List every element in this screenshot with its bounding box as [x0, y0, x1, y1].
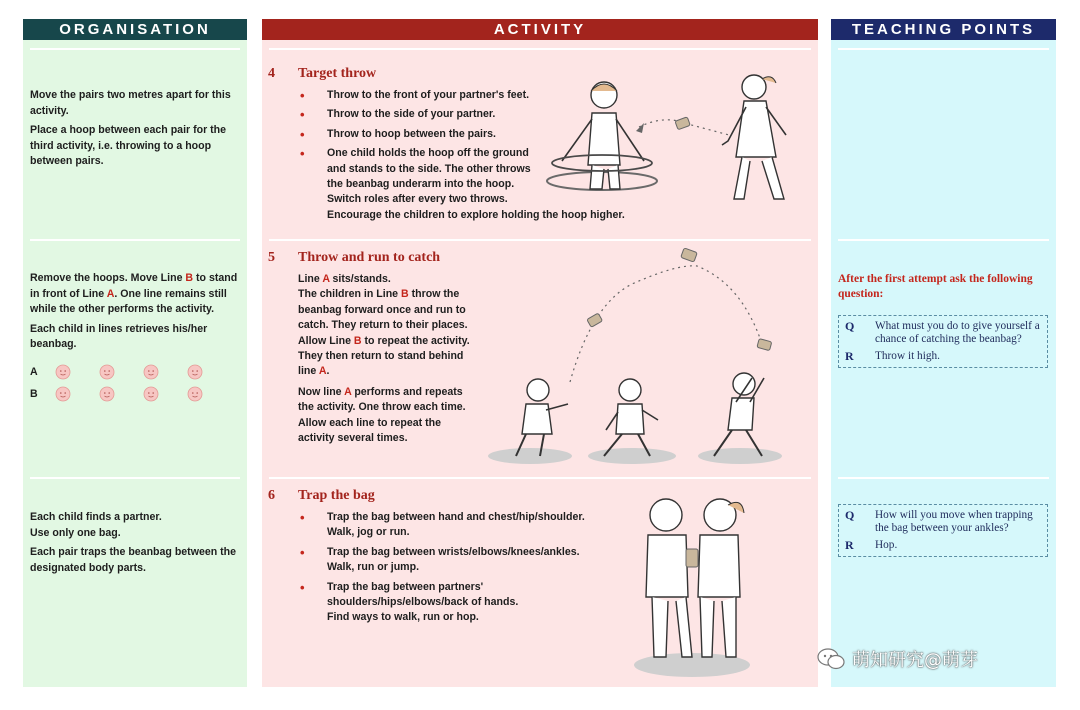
bullet-item: • Throw to the front of your partner's feet.	[298, 88, 638, 103]
activity-title: Throw and run to catch	[298, 250, 441, 265]
child-face-icon	[143, 386, 159, 402]
trap-the-bag-illustration	[630, 487, 758, 685]
activity-number: 4	[268, 66, 275, 81]
question-marker: Q	[845, 508, 855, 522]
divider	[838, 48, 1049, 50]
organisation-section-2	[30, 271, 242, 357]
divider	[269, 239, 811, 241]
question-text: What must you do to give yourself a chance of catching the beanbag?	[875, 320, 1040, 345]
response-text: Throw it high.	[875, 350, 940, 362]
organisation-section-1	[30, 88, 242, 174]
divider	[30, 239, 240, 241]
bullet-item: • Throw to hoop between the pairs.	[298, 127, 638, 142]
line-b-label: B	[30, 388, 38, 400]
activity-header: ACTIVITY	[262, 19, 818, 40]
organisation-text: Place a hoop between each pair for the third activity, i.e. throwing to a hoop between pairs.	[30, 124, 227, 167]
activity-number: 5	[268, 250, 275, 265]
organisation-text: Remove the hoops. Move Line B to stand in front of Line A. One line remains still while the other performs the activity.	[30, 272, 238, 315]
watermark	[816, 646, 978, 672]
activity-text: Now line A performs and repeats the activity. One throw each time. Allow each line to repeat the activity several times.	[298, 385, 466, 445]
response-row	[845, 350, 1041, 363]
bullet-item: • Trap the bag between hand and chest/hip/shoulder. Walk, jog or run.	[298, 510, 628, 541]
organisation-header: ORGANISATION	[23, 19, 247, 40]
activity-description	[298, 272, 478, 451]
bullet-item: • Trap the bag between wrists/elbows/knees/ankles. Walk, run or jump.	[298, 545, 628, 576]
organisation-section-3	[30, 510, 242, 580]
teaching-points-header: TEACHING POINTS	[831, 19, 1056, 40]
line-a-row	[30, 364, 231, 380]
teaching-points-column	[831, 19, 1056, 687]
child-face-icon	[187, 386, 203, 402]
bullet-item: • Trap the bag between partners' shoulders/hips/elbows/back of hands. Find ways to walk, run or hop.	[298, 580, 628, 626]
response-row	[845, 539, 1041, 552]
activity-column	[262, 19, 818, 687]
throw-and-run-illustration	[482, 244, 802, 472]
response-text: Hop.	[875, 539, 898, 551]
question-response-box	[838, 315, 1048, 368]
divider	[30, 48, 240, 50]
line-a-label: A	[30, 366, 38, 378]
organisation-text: Use only one bag.	[30, 526, 121, 539]
divider	[269, 48, 811, 50]
teaching-question-intro: After the first attempt ask the following question:	[838, 273, 1033, 300]
child-face-icon	[99, 386, 115, 402]
response-marker: R	[845, 538, 854, 552]
question-response-box	[838, 504, 1048, 557]
line-b-row	[30, 386, 231, 402]
organisation-text: Move the pairs two metres apart for this activity.	[30, 89, 231, 117]
divider	[30, 477, 240, 479]
organisation-text: Each child finds a partner.	[30, 511, 162, 523]
question-marker: Q	[845, 319, 855, 333]
chat-bubble-icon	[816, 647, 846, 671]
bullet-item: • Throw to the side of your partner.	[298, 107, 638, 122]
divider	[269, 477, 811, 479]
question-text: How will you move when trapping the bag between your ankles?	[875, 509, 1033, 534]
target-throw-illustration	[544, 65, 809, 207]
question-row	[845, 509, 1041, 535]
child-face-icon	[55, 364, 71, 380]
response-marker: R	[845, 349, 854, 363]
bullet-item: • One child holds the hoop off the ground and stands to the side. The other throws the beanbag underarm into the hoop. Switch roles after every two throws. Encourage the children to explore holding the hoop higher.	[298, 146, 638, 223]
activity-title: Target throw	[298, 66, 377, 81]
activity-text: Line A sits/stands.	[298, 273, 391, 285]
child-face-icon	[187, 364, 203, 380]
activity-title: Trap the bag	[298, 488, 375, 503]
activity-bullet-list	[298, 510, 628, 630]
activity-number: 6	[268, 488, 275, 503]
organisation-column	[23, 19, 247, 687]
divider	[838, 239, 1049, 241]
organisation-text: Each pair traps the beanbag between the designated body parts.	[30, 546, 237, 574]
question-row	[845, 320, 1041, 346]
child-face-icon	[99, 364, 115, 380]
watermark-text: 萌知研究@萌芽	[852, 650, 978, 671]
child-face-icon	[55, 386, 71, 402]
child-face-icon	[143, 364, 159, 380]
organisation-text: Each child in lines retrieves his/her beanbag.	[30, 322, 208, 350]
activity-text: The children in Line B throw the beanbag forward once and run to catch. They return to their places. Allow Line B to repeat the activity. They then return to stand behind line A.	[298, 288, 470, 378]
divider	[838, 477, 1049, 479]
